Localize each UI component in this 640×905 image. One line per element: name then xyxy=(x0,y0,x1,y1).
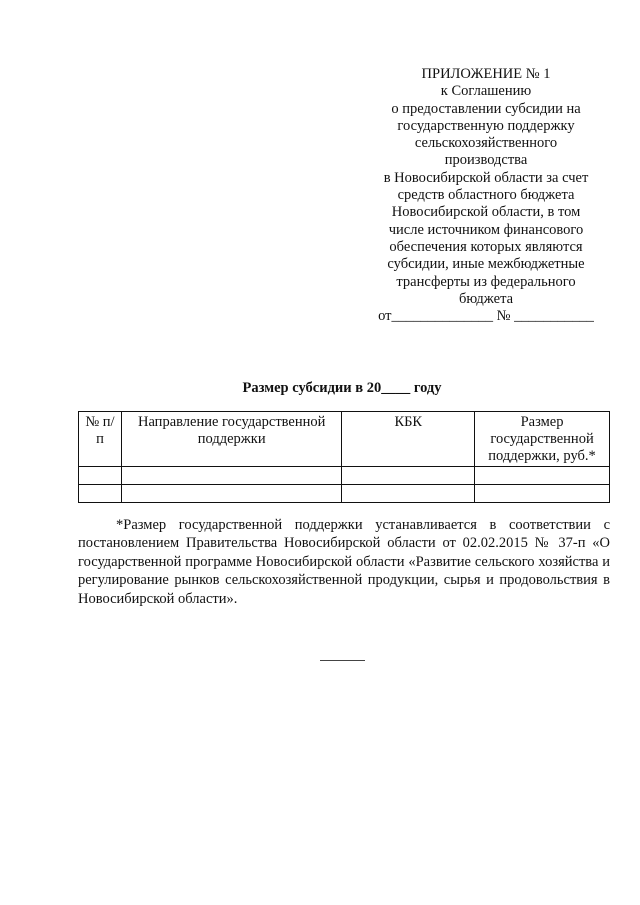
appendix-line: трансферты из федерального xyxy=(396,273,576,290)
end-separator-line xyxy=(320,660,365,661)
table-cell xyxy=(79,467,122,485)
table-cell xyxy=(121,467,342,485)
table-cell xyxy=(342,467,475,485)
agreement-date-number-line: от______________ № ___________ xyxy=(378,308,594,325)
subsidy-table xyxy=(78,411,610,503)
appendix-line: бюджета xyxy=(458,290,514,307)
appendix-line: сельскохозяйственного xyxy=(414,135,558,152)
appendix-line: производства xyxy=(444,152,528,169)
table-cell xyxy=(475,485,610,503)
appendix-line: к Соглашению xyxy=(440,83,532,100)
table-cell xyxy=(475,467,610,485)
footnote: *Размер государственной поддержки устанавливается в соответствии с постановлением Правительства Новосибирской области от 02.02.2015 № 37-п «О государственной программе Новосибирской области «Развитие сельского хозяйства и регулирование рынков сельскохозяйственной продукции, сырья и продовольствия в Новосибирской области». xyxy=(78,517,610,607)
header-support-amount: Размер государственной поддержки, руб.* xyxy=(475,412,610,467)
appendix-line: средств областного бюджета xyxy=(397,187,575,204)
appendix-line: государственную поддержку xyxy=(397,117,575,134)
table-cell xyxy=(342,485,475,503)
table-title: Размер субсидии в 20____ году xyxy=(242,380,442,396)
appendix-title: ПРИЛОЖЕНИЕ № 1 xyxy=(421,66,551,82)
appendix-line: обеспечения которых являются xyxy=(389,238,583,255)
table-header-row xyxy=(79,412,610,467)
appendix-line: субсидии, иные межбюджетные xyxy=(387,256,585,273)
table-row xyxy=(79,467,610,485)
appendix-line: о предоставлении субсидии на xyxy=(391,100,581,117)
table-cell xyxy=(79,485,122,503)
header-support-direction: Направление государственной поддержки xyxy=(121,412,342,467)
appendix-header xyxy=(368,66,604,325)
appendix-line: в Новосибирской области за счет xyxy=(383,169,589,186)
appendix-line: Новосибирской области, в том xyxy=(391,204,581,221)
header-kbk: КБК xyxy=(342,412,475,467)
appendix-line: числе источником финансового xyxy=(388,221,584,238)
table-row xyxy=(79,485,610,503)
header-number: № п/п xyxy=(79,412,122,467)
table-cell xyxy=(121,485,342,503)
